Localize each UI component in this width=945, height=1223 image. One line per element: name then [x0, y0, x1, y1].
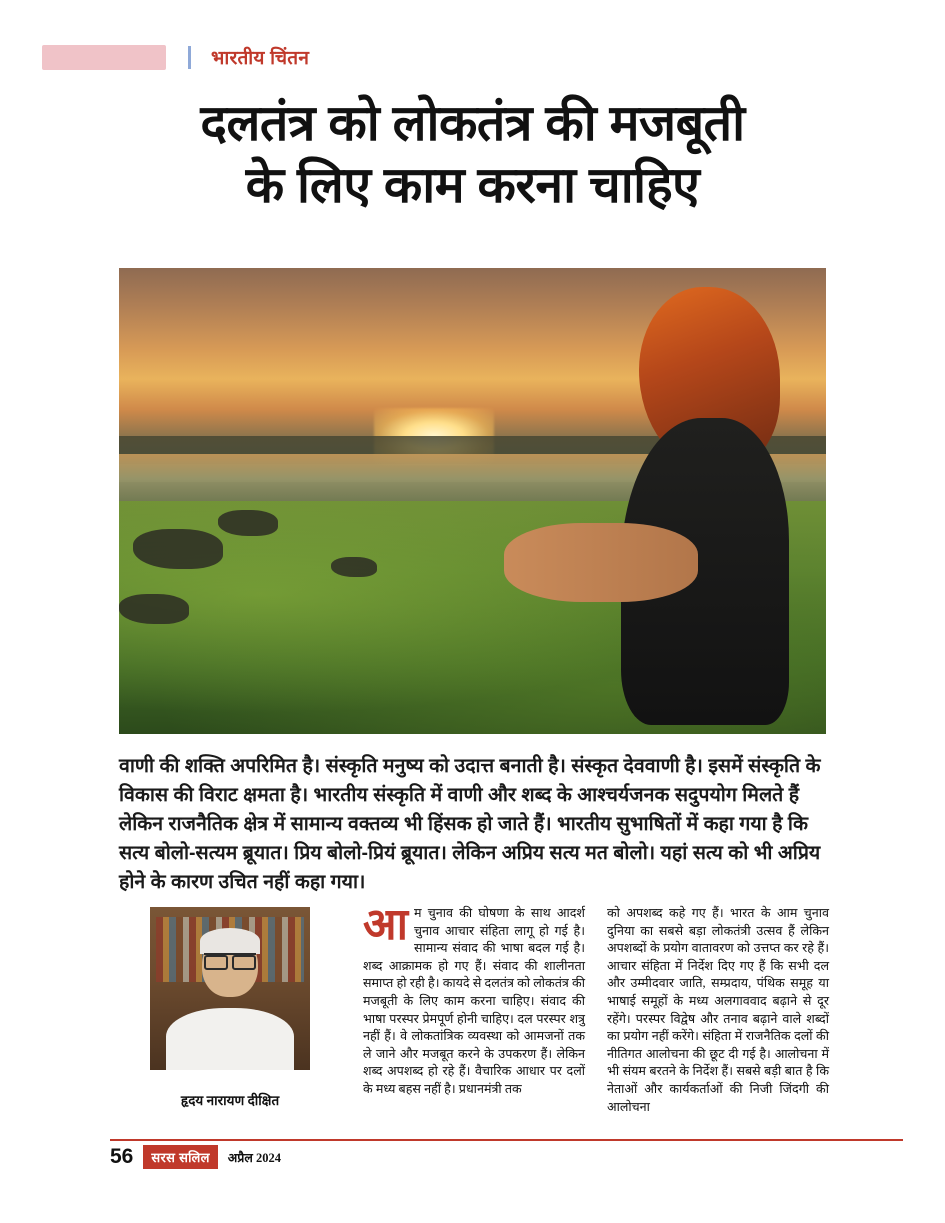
footer-rule	[110, 1139, 903, 1141]
header-color-swatch	[42, 45, 166, 70]
page-number: 56	[110, 1145, 134, 1168]
magazine-logo: सरस सलिल	[143, 1145, 217, 1169]
page-header	[42, 44, 309, 70]
section-kicker: भारतीय चिंतन	[211, 48, 310, 69]
body-text-2: म चुनाव की घोषणा के साथ आदर्श चुनाव आचार संहिता लागू हो गई है। सामान्य संवाद की भाषा बदल गई है। शब्द आक्रामक हो गए हैं। संवाद की शालीनता समाप्त हो रही है। कायदे से दलतंत्र को लोकतंत्र की मजबूती के लिए काम करना चाहिए। संवाद की भाषा परस्पर प्रेमपूर्ण होनी चाहिए। दल परस्पर शत्रु नहीं हैं। वे लोकतांत्रिक व्यवस्था को आमजनों तक ले जाने और मजबूत करने के उपकरण हैं। लेकिन शब्द अपशब्द हो रहे हैं। वैचारिक आधार पर दलों के मध्य बहस नहीं है। प्रधानमंत्री तक	[363, 906, 585, 1096]
hero-rock	[331, 557, 377, 577]
author-shirt	[166, 1008, 294, 1070]
header-divider	[188, 46, 191, 69]
page-title	[0, 92, 945, 216]
hero-rock	[119, 594, 189, 624]
hero-figure-arm	[504, 523, 699, 602]
drop-cap: आ	[363, 900, 408, 949]
author-name: हृदय नारायण दीक्षित	[180, 1093, 280, 1108]
author-photo	[150, 907, 310, 1070]
author-column	[119, 905, 341, 1150]
issue-date: अप्रैल 2024	[227, 1150, 282, 1165]
title-line-2: के लिए काम करना चाहिए	[245, 157, 700, 213]
title-line-1: दलतंत्र को लोकतंत्र की मजबूती	[200, 95, 745, 151]
article-columns	[119, 900, 829, 1150]
page-footer	[0, 1139, 945, 1175]
hero-rock	[133, 529, 223, 569]
glasses-icon	[204, 953, 256, 967]
hero-meditating-figure	[572, 287, 798, 725]
author-hair	[200, 928, 260, 954]
footer-content	[110, 1145, 281, 1169]
body-paragraph-3: को अपशब्द कहे गए हैं। भारत के आम चुनाव दुनिया का सबसे बड़ा लोकतंत्री उत्सव हैं लेकिन अपशब्दों के प्रयोग वातावरण को उत्तप्त कर रहे हैं। आचार संहिता में निर्देश दिए गए हैं कि सभी दल और उम्मीदवार जाति, सम्प्रदाय, पंथिक समूह या भाषाई समूहों के मध्य अलगाववाद बढ़ाने से दूर रहेंगे। परस्पर विद्वेष और तनाव बढ़ाने वाले शब्दों का प्रयोग नहीं करेंगे। संहिता में राजनैतिक दलों की नीतिगत आलोचना की छूट दी गई है। आलोचना में भी संयम बरतने के निर्देश हैं। सबसे बड़ी बात है कि नेताओं और कार्यकर्ताओं की निजी जिंदगी की आलोचना	[607, 906, 829, 1114]
body-paragraph-2	[363, 900, 585, 1099]
body-column-2	[363, 900, 585, 1150]
lead-paragraph: वाणी की शक्ति अपरिमित है। संस्कृति मनुष्य को उदात्त बनाती है। संस्कृत देववाणी है। इसमें संस्कृति के विकास की विराट क्षमता है। भारतीय संस्कृति में वाणी और शब्द के आश्चर्यजनक सदुपयोग मिलते हैं लेकिन राजनैतिक क्षेत्र में सामान्य वक्तव्य भी हिंसक हो जाते हैं। भारतीय सुभाषितों में कहा गया है कि सत्य बोलो-सत्यम ब्रूयात। प्रिय बोलो-प्रियं ब्रूयात। लेकिन अप्रिय सत्य मत बोलो। यहां सत्य को भी अप्रिय होने के कारण उचित नहीं कहा गया।	[119, 755, 821, 893]
hero-image	[119, 268, 826, 734]
body-column-3	[607, 905, 829, 1150]
hero-rock	[218, 510, 278, 536]
